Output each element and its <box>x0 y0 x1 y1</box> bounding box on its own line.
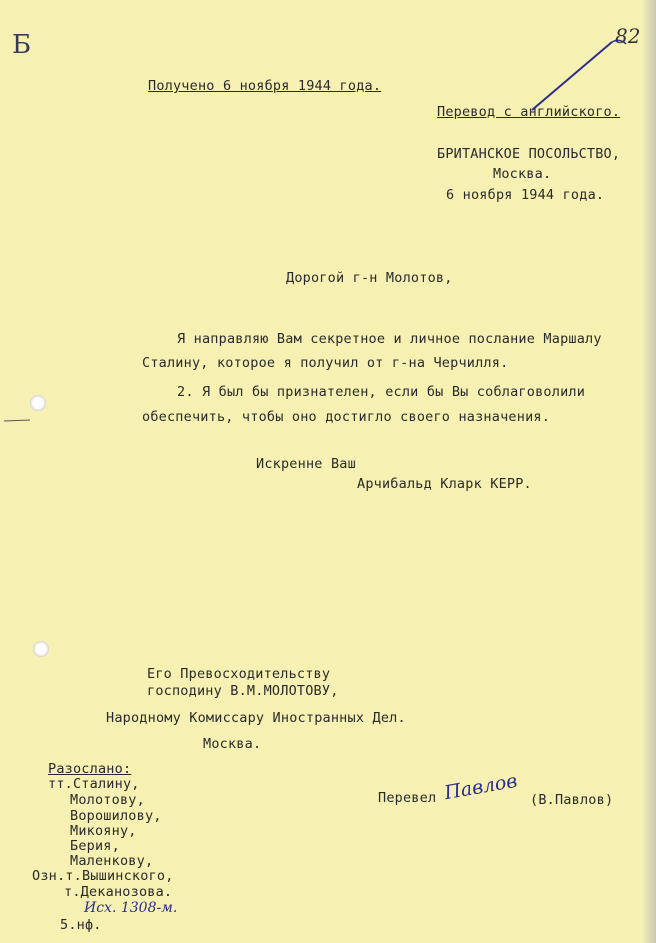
page-edge <box>642 0 656 943</box>
paragraph-2-line-2: обеспечить, чтобы оно достигло своего назначения. <box>142 409 551 425</box>
addressee-line-1: Его Превосходительству <box>147 666 331 682</box>
distribution-item: тт.Сталину, <box>48 776 140 792</box>
embassy-name: БРИТАНСКОЕ ПОСОЛЬСТВО, <box>437 146 621 162</box>
addressee-line-4: Москва. <box>203 736 262 752</box>
distribution-item: Микояну, <box>70 823 137 839</box>
salutation: Дорогой г-н Молотов, <box>286 270 453 286</box>
corner-mark: Б <box>12 30 32 60</box>
distribution-item: Молотову, <box>70 792 145 808</box>
punch-hole-bottom <box>33 641 49 657</box>
distribution-item: Ворошилову, <box>70 808 162 824</box>
distribution-item: Озн.т.Вышинского, <box>32 868 174 884</box>
copies-note: 5.нф. <box>60 917 102 933</box>
distribution-item: т.Деканозова. <box>64 884 173 900</box>
distribution-item: Берия, <box>70 838 120 854</box>
distribution-heading: Разослано: <box>48 761 132 777</box>
embassy-city: Москва. <box>493 166 552 182</box>
paragraph-2-line-1: 2. Я был бы признателен, если бы Вы соблаговолили <box>177 384 586 400</box>
paragraph-1-line-1: Я направляю Вам секретное и личное послание Маршалу <box>177 331 602 347</box>
distribution-item: Маленкову, <box>70 853 154 869</box>
paragraph-1-line-2: Сталину, которое я получил от г-на Черчилля. <box>142 355 509 371</box>
translator-label: Перевел <box>378 790 437 806</box>
translator-name: (В.Павлов) <box>530 792 614 808</box>
addressee-line-3: Народному Комиссару Иностранных Дел. <box>106 710 406 726</box>
translation-note: Перевод с английского. <box>437 104 621 120</box>
translator-handwritten-signature: Павлов <box>442 769 519 805</box>
margin-tick <box>4 418 34 424</box>
outgoing-number-handwritten: Исх. 1308-м. <box>84 900 178 916</box>
signature: Арчибальд Кларк КЕРР. <box>357 476 532 492</box>
received-date: Получено 6 ноября 1944 года. <box>148 78 382 94</box>
archive-number: 82 <box>615 24 641 48</box>
letter-date: 6 ноября 1944 года. <box>446 187 605 203</box>
punch-hole-top <box>30 395 46 411</box>
addressee-line-2: господину В.М.МОЛОТОВУ, <box>147 683 339 699</box>
closing: Искренне Ваш <box>256 456 356 472</box>
